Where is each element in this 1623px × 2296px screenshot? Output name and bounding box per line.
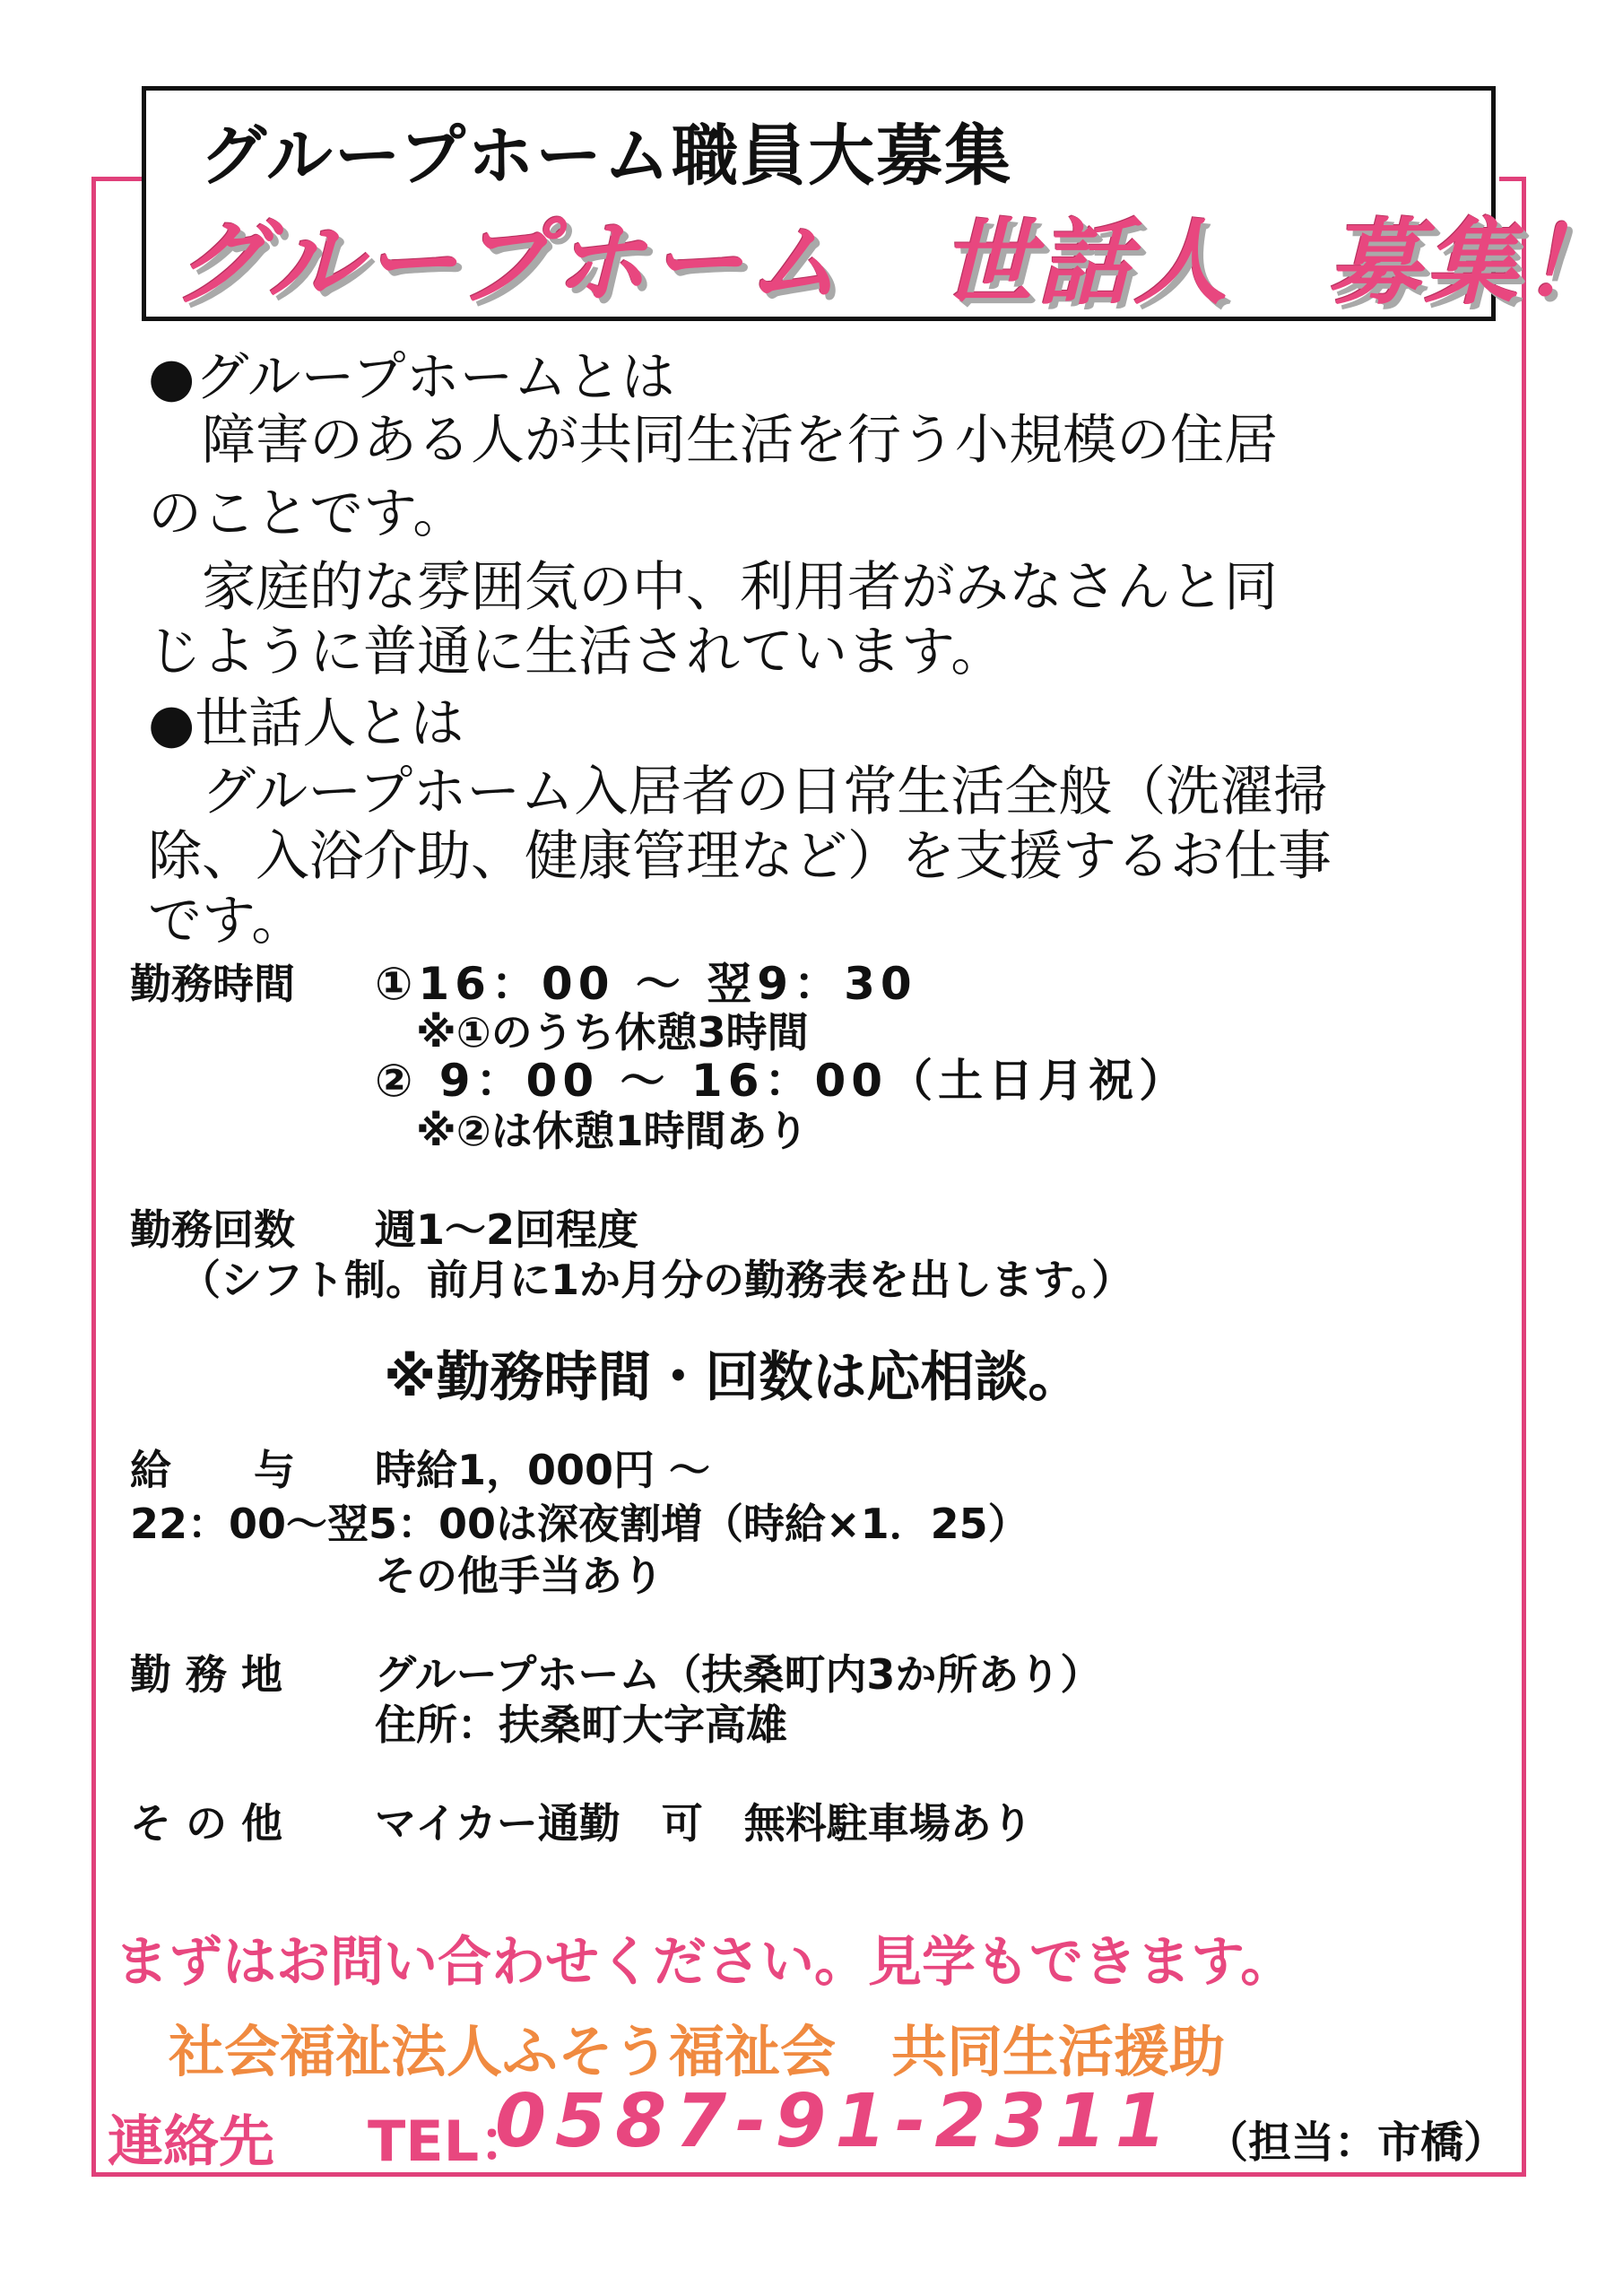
about-caretaker-line: です。 <box>148 890 306 952</box>
about-group-home-line: 障害のある人が共同生活を行う小規模の住居 <box>148 409 1278 472</box>
about-group-home-line: じように普通に生活されています。 <box>148 621 1005 683</box>
hours-shift-2: ② 9：00 ～ 16：00（土日月祝） <box>375 1055 1190 1107</box>
contact-label: 連絡先 <box>108 2109 275 2174</box>
tel-label: TEL： <box>368 2109 535 2174</box>
frame-line-top-left <box>91 177 149 181</box>
hours-shift-1-note: ※①のうち休憩3時間 <box>375 1008 809 1057</box>
consult-note: ※勤務時間・回数は応相談。 <box>384 1346 1082 1409</box>
about-caretaker-line: グループホーム入居者の日常生活全般（洗濯掃 <box>148 761 1328 823</box>
frequency-label: 勤務回数 <box>130 1205 295 1254</box>
frequency-value: 週1～2回程度 <box>375 1205 639 1254</box>
page-title: グループホーム職員大募集 <box>200 117 1013 195</box>
salary-label: 給 与 <box>130 1446 295 1494</box>
location-facility: グループホーム（扶桑町内3か所あり） <box>375 1650 1102 1699</box>
salary-night-premium: 22：00～翌5：00は深夜割増（時給×1．25） <box>130 1500 1029 1548</box>
about-caretaker-line: 除、入浴介助、健康管理など）を支援するお仕事 <box>148 825 1332 888</box>
frame-line-right <box>1522 177 1526 2177</box>
hours-shift-1: ①16：00 ～ 翌9：30 <box>375 958 917 1010</box>
phone-number: 0587-91-2311 <box>495 2079 1176 2164</box>
location-label: 勤 務 地 <box>130 1650 283 1699</box>
hours-label: 勤務時間 <box>130 960 295 1008</box>
salary-allowance: その他手当あり <box>375 1552 664 1600</box>
title-box <box>142 86 1619 321</box>
recruit-headline: グループホーム 世話人 募集！ <box>173 208 1619 317</box>
frequency-note: （シフト制。前月に1か月分の勤務表を出します。） <box>179 1256 1133 1304</box>
organization-name: 社会福祉法人ふそう福祉会 共同生活援助 <box>169 2019 1226 2084</box>
inquiry-message: まずはお問い合わせください。見学もできます。 <box>115 1931 1295 1994</box>
about-group-home-line: のことです。 <box>148 483 467 545</box>
frame-line-left <box>91 177 96 2177</box>
about-group-home-line: 家庭的な雰囲気の中、利用者がみなさんと同 <box>148 556 1278 619</box>
frame-line-bottom <box>91 2172 1526 2177</box>
contact-person: （担当：市橋） <box>1205 2118 1507 2168</box>
location-address: 住所：扶桑町大字高雄 <box>375 1700 787 1749</box>
other-parking: マイカー通勤 可 無料駐車場あり <box>375 1799 1033 1848</box>
other-label: そ の 他 <box>130 1799 283 1848</box>
about-caretaker-heading: ●世話人とは <box>148 692 464 755</box>
hours-shift-2-note: ※②は休憩1時間あり <box>375 1107 809 1155</box>
about-group-home-heading: ●グループホームとは <box>148 346 675 409</box>
salary-hourly: 時給1，000円 ～ <box>375 1446 711 1494</box>
